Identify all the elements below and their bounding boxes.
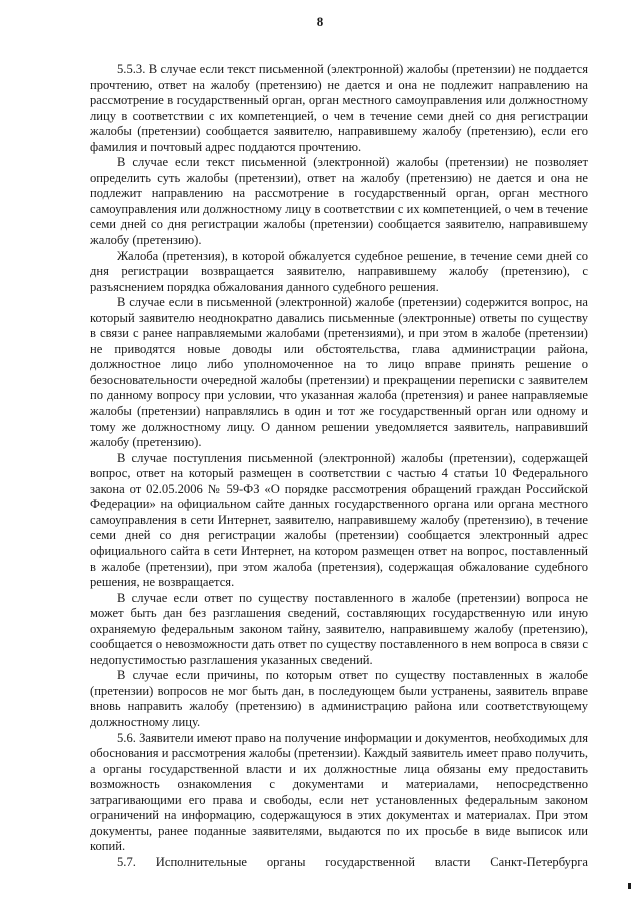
paragraph-5-5-3: 5.5.3. В случае если текст письменной (электронной) жалобы (претензии) не поддается прочтению, ответ на жалобу (претензию) не дается и она не подлежит направлению на рассмотрение в государственный орган, орган местного самоуправления или должностному лицу в соответствии с их компетенцией, о чем в течение семи дней со дня регистрации жалобы (претензии) сообщается заявителю, направившему жалобу (претензию), если его фамилия и почтовый адрес поддаются прочтению. [90, 62, 588, 154]
paragraph-unclear-essence: В случае если текст письменной (электронной) жалобы (претензии) не позволяет определить суть жалобы (претензии), ответ на жалобу (претензию) не дается и она не подлежит направлению на рассмотрение в государственный орган, орган местного самоуправления или должностному лицу в соответствии с их компетенцией, о чем в течение семи дней со дня регистрации жалобы (претензии) сообщается заявителю, направившему жалобу (претензию). [90, 155, 588, 248]
paragraph-5-6: 5.6. Заявители имеют право на получение информации и документов, необходимых для обоснования и рассмотрения жалобы (претензии). Каждый заявитель имеет право получить, а органы государственной власти и их должностные лица обязаны ему предоставить возможность ознакомления с документами и материалами, непосредственно затрагивающими его права и свободы, если нет установленных федеральным законом ограничений на информацию, содержащуюся в этих документах и материалах. При этом документы, ранее поданные заявителями, выдаются по их просьбе в виде выписок или копий. [90, 730, 588, 854]
paragraph-5-7: 5.7. Исполнительные органы государственной власти Санкт-Петербурга [117, 854, 588, 869]
document-body [90, 62, 588, 870]
paragraph-resubmission: В случае если причины, по которым ответ по существу поставленных в жалобе (претензии) вопросов не мог быть дан, в последующем были устранены, заявитель вправе вновь направить жалобу (претензию) в администрацию района или соответствующему должностному лицу. [90, 668, 588, 729]
paragraph-court-decision: Жалоба (претензия), в которой обжалуется судебное решение, в течение семи дней со дня регистрации возвращается заявителю, направившему жалобу (претензию), с разъяснением порядка обжалования данного судебного решения. [90, 248, 588, 294]
paragraph-repeated-question: В случае если в письменной (электронной) жалобе (претензии) содержится вопрос, на который заявителю неоднократно давались письменные (электронные) ответы по существу в связи с ранее направляемыми жалобами (претензиями), и при этом в жалобе (претензии) не приводятся новые доводы или обстоятельства, глава администрации района, должностное лицо либо уполномоченное на то лицо вправе принять решение о безосновательности очередной жалобы (претензии) и прекращении переписки с заявителем по данному вопросу при условии, что указанная жалоба (претензия) и ранее направляемые жалобы (претензии) направлялись в один и тот же государственный орган или одному и тому же должностному лицу. О данном решении уведомляется заявитель, направивший жалобу (претензию). [90, 295, 588, 450]
paragraph-state-secret: В случае если ответ по существу поставленного в жалобе (претензии) вопроса не может быть дан без разглашения сведений, составляющих государственную или иную охраняемую федеральным законом тайну, заявителю, направившему жалобу (претензию), сообщается о невозможности дать ответ по существу поставленного в нем вопроса в связи с недопустимостью разглашения указанных сведений. [90, 590, 588, 667]
page-number: 8 [316, 14, 324, 29]
paragraph-published-answer: В случае поступления письменной (электронной) жалобы (претензии), содержащей вопрос, ответ на который размещен в соответствии с частью 4 статьи 10 Федерального закона от 02.05.2006 № 59-ФЗ «О порядке рассмотрения обращений граждан Российской Федерации» на официальном сайте данных государственного органа или органа местного самоуправления в сети Интернет, заявителю, направившему жалобу (претензию), в течение семи дней со дня регистрации жалобы (претензии) сообщается электронный адрес официального сайта в сети Интернет, на котором размещен ответ на вопрос, поставленный в жалобе (претензии), при этом жалоба (претензия), содержащая обжалование судебного решения, не возвращается. [90, 450, 588, 590]
scan-edge-mark [628, 883, 631, 889]
